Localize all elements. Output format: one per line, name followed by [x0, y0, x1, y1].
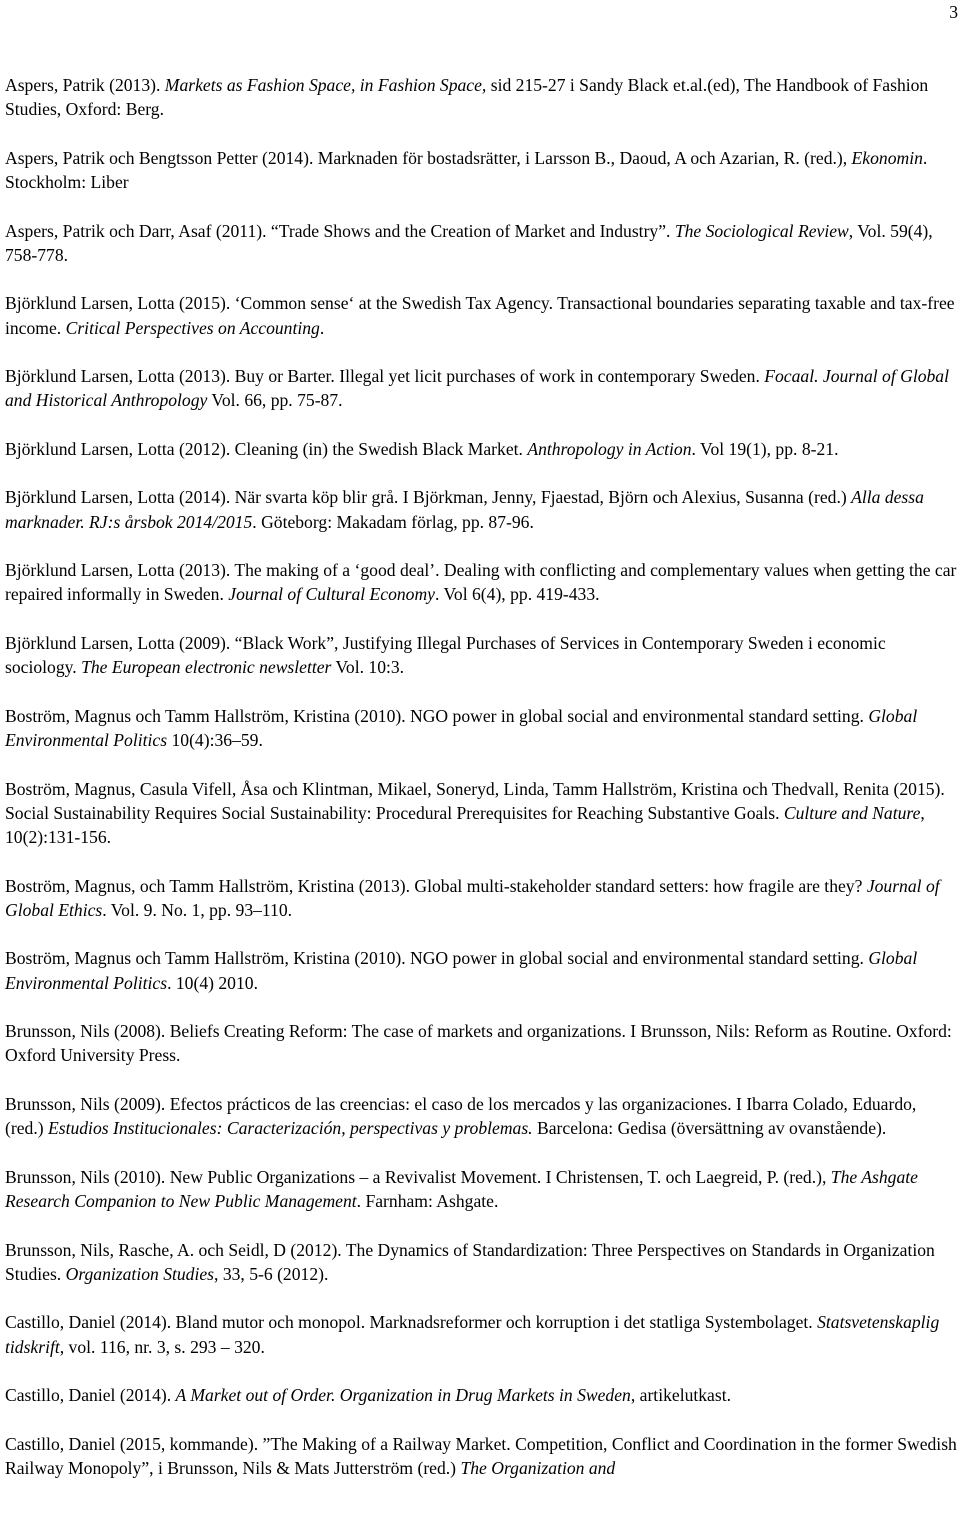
- reference-entry: [5, 1165, 957, 1214]
- reference-part: Boström, Magnus, och Tamm Hallström, Kristina (2013). Global multi-stakeholder standard setters: how fragile are they?: [5, 875, 867, 896]
- reference-part: . Vol 6(4), pp. 419-433.: [435, 584, 600, 605]
- reference-part: , Vol. 59(4), 758-778.: [5, 220, 933, 265]
- reference-part-italic: Ekonomin: [851, 147, 923, 168]
- reference-part: , 33, 5-6 (2012).: [214, 1263, 329, 1284]
- reference-part: Aspers, Patrik (2013).: [5, 75, 165, 95]
- reference-part: Björklund Larsen, Lotta (2013). Buy or Barter. Illegal yet licit purchases of work in contemporary Sweden.: [5, 366, 765, 387]
- reference-part-italic: Organization Studies: [65, 1263, 215, 1284]
- reference-part-italic: Alla dessa marknader. RJ:s årsbok 2014/2015: [5, 487, 924, 532]
- reference-entry: [5, 1238, 957, 1287]
- reference-entry: [5, 946, 957, 995]
- reference-part: . 10(4) 2010.: [167, 972, 258, 993]
- reference-part: Boström, Magnus och Tamm Hallström, Kristina (2010). NGO power in global social and environmental standard setting.: [5, 705, 869, 726]
- reference-entry: [5, 558, 957, 607]
- reference-part: . Vol 19(1), pp. 8-21.: [691, 438, 839, 459]
- reference-entry: [5, 146, 957, 195]
- reference-part: Björklund Larsen, Lotta (2013). The making of a ‘good deal’. Dealing with conflicting and complementary values when getting the car repaired informally in Sweden.: [5, 560, 957, 605]
- reference-entry: [5, 291, 957, 340]
- reference-entry: [5, 437, 957, 461]
- reference-part-italic: Global Environmental Politics: [5, 948, 918, 993]
- reference-part: Björklund Larsen, Lotta (2009). “Black Work”, Justifying Illegal Purchases of Services in Contemporary Sweden i economic sociology.: [5, 632, 886, 678]
- reference-entry: [5, 777, 957, 850]
- reference-part-italic: The Organization and: [460, 1457, 616, 1478]
- reference-entry: [5, 1019, 957, 1068]
- reference-part: Brunsson, Nils, Rasche, A. och Seidl, D (2012). The Dynamics of Standardization: Three Perspectives on Standards in Organization Studies.: [5, 1239, 935, 1284]
- reference-part-italic: A Market out of Order. Organization in Drug Markets in Sweden: [175, 1385, 631, 1406]
- reference-part: Brunsson, Nils (2008). Beliefs Creating Reform: The case of markets and organizations. I Brunsson, Nils: Reform as Routine. Oxford: Oxford University Press.: [5, 1021, 952, 1066]
- reference-part: Boström, Magnus och Tamm Hallström, Kristina (2010). NGO power in global social and environmental standard setting.: [5, 948, 869, 969]
- reference-part: . Farnham: Ashgate.: [356, 1191, 499, 1212]
- reference-part: Castillo, Daniel (2015, kommande). ”The Making of a Railway Market. Competition, Conflict and Coordination in the former Swedish Railway Monopoly”, i Brunsson, Nils & Mats Jutterström (red.): [5, 1433, 957, 1478]
- reference-part-italic: Anthropology in Action: [527, 438, 692, 459]
- reference-entry: [5, 1432, 957, 1481]
- reference-entry: [5, 219, 957, 268]
- reference-part: sid 215-27 i Sandy Black et.al.(ed), The Handbook of Fashion Studies, Oxford: Berg.: [5, 75, 929, 120]
- reference-entry: [5, 485, 957, 534]
- reference-part-italic: Journal of Cultural Economy: [228, 584, 435, 605]
- reference-part: Brunsson, Nils (2009). Efectos prácticos de las creencias: el caso de los mercados y las organizaciones. I Ibarra Colado, Eduardo, (red.): [5, 1093, 917, 1139]
- reference-part: , artikelutkast.: [630, 1385, 732, 1406]
- reference-part-italic: Estudios Institucionales: Caracterización, perspectivas y problemas.: [47, 1118, 533, 1139]
- reference-entry: [5, 364, 957, 413]
- reference-part-italic: The Sociological Review: [674, 220, 849, 241]
- reference-part: . Vol. 9. No. 1, pp. 93–110.: [102, 899, 293, 920]
- reference-entry: [5, 704, 957, 753]
- reference-part: . Stockholm: Liber: [5, 147, 928, 193]
- reference-part: Brunsson, Nils (2010). New Public Organizations – a Revivalist Movement. I Christensen, T. och Laegreid, P. (red.),: [5, 1166, 831, 1187]
- reference-part-italic: Culture and Nature: [783, 802, 921, 823]
- reference-part-italic: The European electronic newsletter: [81, 657, 332, 678]
- reference-part: 10(4):36–59.: [167, 730, 263, 751]
- reference-entry: [5, 631, 957, 680]
- reference-part: Castillo, Daniel (2014).: [5, 1385, 176, 1406]
- reference-part: Boström, Magnus, Casula Vifell, Åsa och Klintman, Mikael, Soneryd, Linda, Tamm Hallström, Kristina och Thedvall, Renita (2015). Social Sustainability Requires Social Sustainability: Procedural Prerequisites for Reaching Substantive Goals.: [5, 778, 945, 823]
- reference-part-italic: Focaal. Journal of Global and Historical Anthropology: [5, 366, 949, 411]
- reference-part: .: [319, 317, 325, 338]
- reference-part: Castillo, Daniel (2014). Bland mutor och monopol. Marknadsreformer och korruption i det statliga Systembolaget.: [5, 1312, 818, 1333]
- reference-part: Barcelona: Gedisa (översättning av ovanstående).: [532, 1118, 887, 1139]
- reference-part-italic: The Ashgate Research Companion to New Public Management: [5, 1166, 918, 1212]
- reference-entry: [5, 1092, 957, 1141]
- reference-part: Vol. 66, pp. 75-87.: [207, 390, 343, 411]
- reference-part: Vol. 10:3.: [331, 657, 405, 678]
- reference-part-italic: Global Environmental Politics: [5, 705, 918, 751]
- reference-part-italic: Journal of Global Ethics: [5, 875, 940, 920]
- reference-part: Björklund Larsen, Lotta (2014). När svarta köp blir grå. I Björkman, Jenny, Fjaestad, Björn och Alexius, Susanna (red.): [5, 487, 852, 508]
- reference-part-italic: Critical Perspectives on Accounting: [65, 317, 320, 338]
- page-number: 3: [949, 2, 958, 22]
- reference-entry: [5, 1310, 957, 1359]
- reference-part: Björklund Larsen, Lotta (2015). ‘Common sense‘ at the Swedish Tax Agency. Transactional boundaries separating taxable and tax-free income.: [5, 293, 955, 338]
- reference-part: , vol. 116, nr. 3, s. 293 – 320.: [59, 1336, 265, 1357]
- reference-part: . Göteborg: Makadam förlag, pp. 87-96.: [252, 511, 534, 532]
- reference-entry: [5, 1383, 957, 1407]
- reference-list: [5, 73, 957, 1504]
- reference-entry: [5, 73, 957, 122]
- reference-part: Aspers, Patrik och Bengtsson Petter (2014). Marknaden för bostadsrätter, i Larsson B., Daoud, A och Azarian, R. (red.),: [5, 147, 852, 168]
- reference-entry: [5, 874, 957, 923]
- reference-part: Aspers, Patrik och Darr, Asaf (2011). “Trade Shows and the Creation of Market and Industry”.: [5, 220, 675, 241]
- reference-part: Björklund Larsen, Lotta (2012). Cleaning (in) the Swedish Black Market.: [5, 438, 528, 459]
- reference-part-italic: Markets as Fashion Space, in Fashion Space,: [164, 75, 487, 95]
- reference-part: , 10(2):131-156.: [5, 802, 925, 848]
- reference-part-italic: Statsvetenskaplig tidskrift: [5, 1312, 940, 1357]
